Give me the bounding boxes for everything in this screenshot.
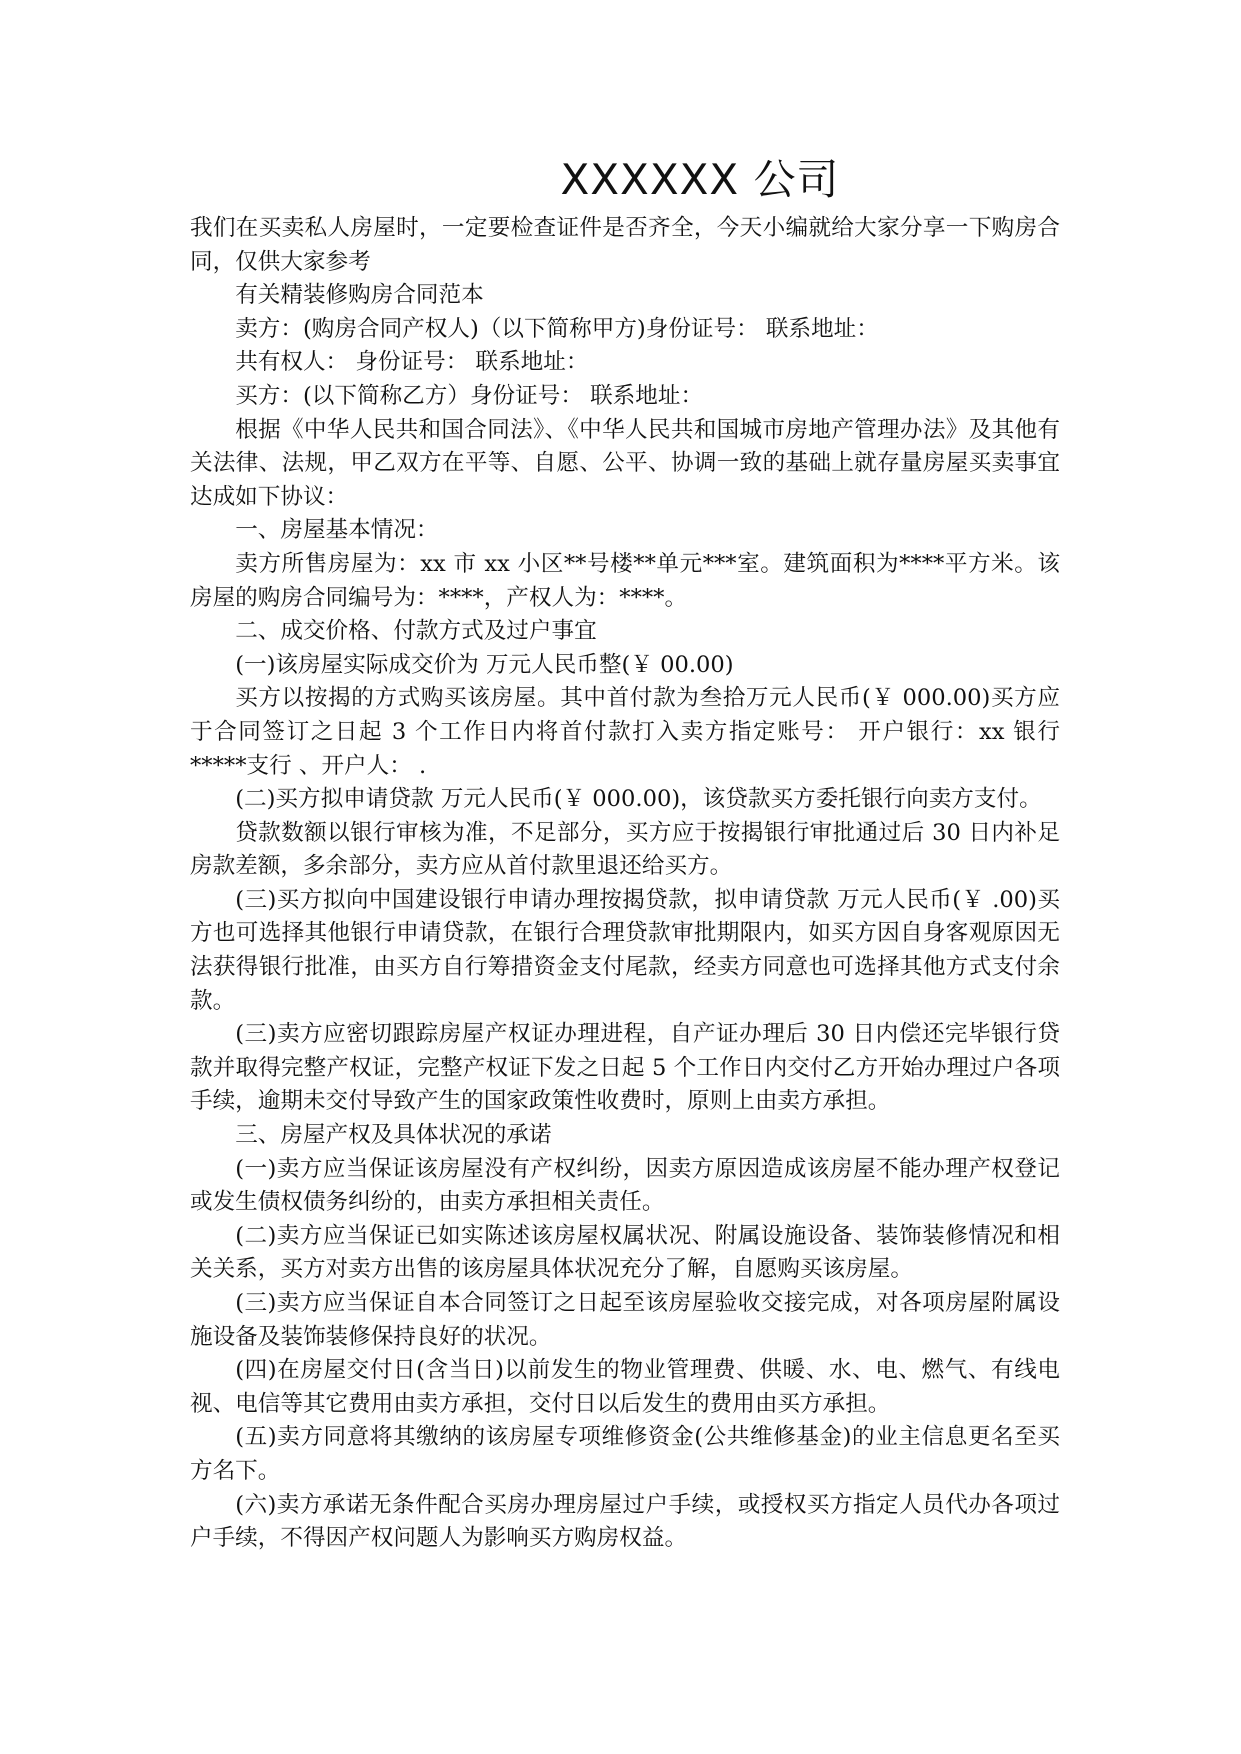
body-paragraph: 根据《中华人民共和国合同法》、《中华人民共和国城市房地产管理办法》及其他有关法律、法规，甲乙双方在平等、自愿、公平、协调一致的基础上就存量房屋买卖事宜达成如下协议： [190, 416, 1060, 510]
body-paragraph: (四)在房屋交付日(含当日)以前发生的物业管理费、供暖、水、电、燃气、有线电视、电信等其它费用由卖方承担，交付日以后发生的费用由买方承担。 [190, 1357, 1060, 1417]
body-paragraph: (三)卖方应密切跟踪房屋产权证办理进程，自产证办理后 30 日内偿还完毕银行贷款并取得完整产权证，完整产权证下发之日起 5 个工作日内交付乙方开始办理过户各项手续，逾期未交付导致产生的国家政策性收费时，原则上由卖方承担。 [190, 1021, 1060, 1115]
body-paragraph: (二)卖方应当保证已如实陈述该房屋权属状况、附属设施设备、装饰装修情况和相关关系，买方对卖方出售的该房屋具体状况充分了解，自愿购买该房屋。 [190, 1222, 1060, 1283]
body-paragraph: 三、房屋产权及具体状况的承诺 [235, 1122, 552, 1149]
body-paragraph: 买方：(以下简称乙方）身份证号： 联系地址： [235, 382, 704, 409]
body-paragraph: 一、房屋基本情况： [235, 517, 439, 544]
body-paragraph: (五)卖方同意将其缴纳的该房屋专项维修资金(公共维修基金)的业主信息更名至买方名下。 [190, 1424, 1060, 1484]
body-paragraph: 二、成交价格、付款方式及过户事宜 [235, 618, 597, 645]
body-paragraph: (三)卖方应当保证自本合同签订之日起至该房屋验收交接完成，对各项房屋附属设施设备及装饰装修保持良好的状况。 [190, 1290, 1060, 1350]
body-paragraph: 卖方：(购房合同产权人)（以下简称甲方)身份证号： 联系地址： [235, 315, 879, 342]
body-paragraph: 有关精装修购房合同范本 [235, 282, 484, 309]
body-paragraph: 贷款数额以银行审核为准，不足部分，买方应于按揭银行审批通过后 30 日内补足房款差额，多余部分，卖方应从首付款里退还给买方。 [190, 819, 1060, 880]
document-body [190, 212, 1060, 1556]
body-paragraph: (一)卖方应当保证该房屋没有产权纠纷，因卖方原因造成该房屋不能办理产权登记或发生债权债务纠纷的，由卖方承担相关责任。 [190, 1155, 1060, 1216]
body-paragraph: (三)买方拟向中国建设银行申请办理按揭贷款，拟申请贷款 万元人民币(￥ .00)买方也可选择其他银行申请贷款，在银行合理贷款审批期限内，如买方因自身客观原因无法获得银行批准，由买方自行筹措资金支付尾款，经卖方同意也可选择其他方式支付余款。 [190, 886, 1060, 1014]
body-paragraph: 我们在买卖私人房屋时，一定要检查证件是否齐全，今天小编就给大家分享一下购房合同，仅供大家参考 [190, 215, 1060, 275]
body-paragraph: (一)该房屋实际成交价为 万元人民币整(￥ 00.00) [235, 651, 734, 678]
body-paragraph: 买方以按揭的方式购买该房屋。其中首付款为叁拾万元人民币(￥ 000.00)买方应于合同签订之日起 3 个工作日内将首付款打入卖方指定账号： 开户银行：xx 银行*****支行 、开户人： . [190, 685, 1060, 779]
body-paragraph: (六)卖方承诺无条件配合买房办理房屋过户手续，或授权买方指定人员代办各项过户手续，不得因产权问题人为影响买方购房权益。 [190, 1491, 1060, 1552]
body-paragraph: 共有权人： 身份证号： 联系地址： [235, 349, 589, 376]
document-title: XXXXXX 公司 [560, 155, 840, 204]
body-paragraph: 卖方所售房屋为：xx 市 xx 小区**号楼**单元***室。建筑面积为****平方米。该房屋的购房合同编号为：****，产权人为：****。 [190, 550, 1060, 611]
body-paragraph: (二)买方拟申请贷款 万元人民币(￥ 000.00)，该贷款买方委托银行向卖方支付。 [235, 786, 1042, 813]
